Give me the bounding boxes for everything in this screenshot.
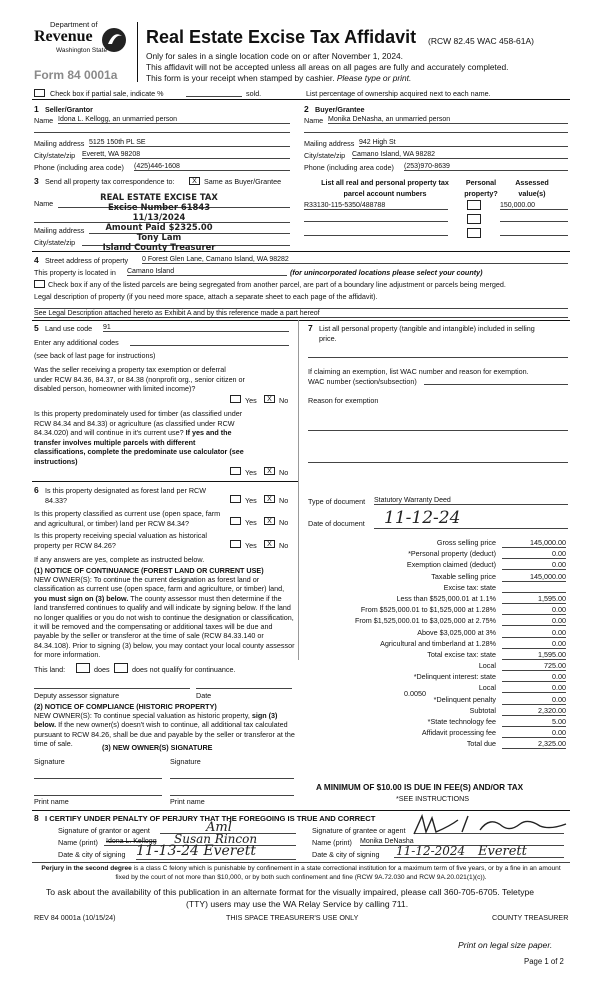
calc-row-value[interactable]: 1,595.00	[502, 594, 566, 604]
buyer-heading: Buyer/Grantee	[315, 105, 365, 114]
header-line3	[146, 73, 411, 83]
segregated-checkbox[interactable]	[34, 280, 45, 288]
wac-field[interactable]	[424, 384, 568, 385]
forest-yes-checkbox[interactable]	[230, 495, 241, 503]
does-not-checkbox[interactable]	[114, 663, 128, 673]
wac-label: WAC number (section/subsection)	[308, 377, 417, 386]
calc-row	[304, 560, 570, 571]
revenue-logo-icon	[100, 26, 128, 54]
sold-label: sold.	[246, 89, 262, 98]
calc-row	[304, 706, 570, 717]
calc-row-label: *Delinquent penalty	[433, 694, 496, 704]
notice1-title: (1) NOTICE OF CONTINUANCE (FOREST LAND OR CURRENT USE)	[34, 566, 264, 575]
calc-row-label: Agricultural and timberland at 1.28%	[380, 638, 496, 648]
notice2-text: NEW OWNER(S): To continue special valuation as historic property,	[34, 711, 250, 720]
personal-property-header: Personal property?	[464, 178, 498, 198]
local-rate: 0.0050	[404, 689, 426, 698]
notice1-bold: you must sign on (3) below.	[34, 593, 129, 603]
dept-revenue: Revenue	[34, 28, 93, 45]
land-use-field[interactable]: 91	[103, 324, 289, 332]
grantee-signature-label: Signature of grantee or agent	[312, 826, 406, 835]
seller-name-field[interactable]: Idona L. Kellogg, an unmarried person	[58, 116, 290, 124]
segregated-label: Check box if any of the listed parcels are being segregated from another parcel, are part of a boundary line adjustment or parcels being merged.	[48, 280, 506, 289]
calc-row	[304, 695, 570, 706]
calc-row-value[interactable]: 0.00	[502, 549, 566, 559]
calc-row-label: From $1,525,000.01 to $3,025,000 at 2.75%	[354, 616, 496, 626]
calc-row-label: Affidavit processing fee	[421, 728, 496, 738]
doc-type-label: Type of document	[308, 497, 366, 506]
doc-date-field[interactable]: 11-12-24	[374, 508, 568, 529]
header-divider	[137, 22, 138, 82]
calc-row-label: Local	[478, 661, 496, 671]
calc-row-label: From $525,000.01 to $1,525,000 at 1.28%	[360, 605, 496, 615]
signature-label: Signature	[34, 757, 65, 766]
calc-row	[304, 650, 570, 661]
calc-row	[304, 683, 570, 694]
stamp-line: 11/13/2024	[132, 212, 186, 222]
calc-row	[304, 661, 570, 672]
correspondence-mailing-label: Mailing address	[34, 226, 85, 235]
field-line	[304, 132, 568, 133]
section6-number: 6	[34, 485, 39, 495]
print-name-label: Print name	[34, 797, 69, 806]
does-checkbox[interactable]	[76, 663, 90, 673]
personal-property-checkbox[interactable]	[467, 214, 481, 224]
header-line3-italic: Please type or print.	[336, 73, 412, 83]
grantor-name-handwritten: Susan Rincon	[174, 832, 258, 846]
seller-heading: Seller/Grantor	[45, 105, 93, 114]
calc-row-label: Exemption claimed (deduct)	[406, 560, 496, 570]
seller-city-label: City/state/zip	[34, 151, 76, 160]
buyer-city-field[interactable]: Camano Island, WA 98282	[352, 151, 568, 159]
calc-row-label: *State technology fee	[427, 717, 496, 726]
section7-number: 7	[308, 323, 313, 333]
field-line	[34, 308, 568, 309]
doc-date-label: Date of document	[308, 519, 365, 528]
buyer-city-label: City/state/zip	[304, 151, 346, 160]
stamp-line: Excise Number 61843	[107, 202, 211, 212]
minimum-fee-note: A MINIMUM OF $10.00 IS DUE IN FEE(S) AND/OR TAX	[316, 783, 524, 792]
new-owner-signature-heading: (3) NEW OWNER(S) SIGNATURE	[102, 743, 213, 752]
divider	[32, 320, 570, 321]
stamp-line: Tony Lam	[136, 232, 182, 242]
buyer-phone-label: Phone (including area code)	[304, 163, 394, 172]
stamp-line: REAL ESTATE EXCISE TAX	[100, 192, 218, 202]
parcel-field[interactable]	[304, 221, 448, 222]
ownership-note: List percentage of ownership acquired next to each name.	[306, 89, 491, 98]
forest-land-question: Is this property designated as forest land per RCW 84.33?	[45, 486, 206, 505]
correspondence-city-label: City/state/zip	[34, 238, 76, 247]
timber-question-text: Is this property predominately used for timber (as classified under RCW 84.34 and 84.33) or agriculture (as classified under RCW 84.34.020) and will continue in it's current use?	[34, 409, 243, 438]
timber-question-bold: If yes and the transfer involves multiple parcels with different classifications, complete the predominate use calculator (see instructions)	[34, 428, 244, 466]
does-label: does	[94, 665, 110, 674]
dept-state: Washington State	[56, 47, 108, 54]
yes-label: Yes	[245, 518, 257, 527]
personal-property-list-label: List all personal property (tangible and intangible) included in selling price.	[319, 324, 535, 343]
field-line	[34, 688, 190, 689]
parcel-field[interactable]: R33130-115-5350/488788	[304, 202, 448, 210]
calc-row-label: *Delinquent interest: state	[413, 672, 496, 682]
timber-question	[34, 409, 246, 467]
yes-label: Yes	[245, 468, 257, 477]
parcel-field[interactable]	[304, 235, 448, 236]
grantor-signature-label: Signature of grantor or agent	[58, 826, 150, 835]
form-title: Real Estate Excise Tax Affidavit	[146, 27, 417, 47]
alternate-format-line1: To ask about the availability of this publication in an alternate format for the visually impaired, please call 360-705-6705. Teletype	[46, 887, 535, 897]
calc-row-value[interactable]: 725.00	[502, 661, 566, 671]
form-title-ref: (RCW 82.45 WAC 458-61A)	[428, 36, 534, 46]
located-label: This property is located in	[34, 268, 116, 277]
calc-row-label: Total due	[466, 739, 496, 749]
land-use-label: Land use code	[45, 324, 93, 333]
assessed-value-header: Assessed value(s)	[515, 178, 549, 198]
street-label: Street address of property	[45, 256, 129, 265]
if-any-note: If any answers are yes, complete as instructed below.	[34, 555, 205, 564]
partial-sale-checkbox[interactable]	[34, 89, 45, 97]
grantee-date-handwritten: 11-12-2024	[396, 844, 466, 858]
form-id: Form 84 0001a	[34, 68, 118, 82]
assessed-value-field[interactable]: 150,000.00	[500, 202, 568, 210]
does-not-label: does not qualify for continuance.	[132, 665, 236, 674]
calc-table	[304, 538, 570, 751]
county-treasurer-label: COUNTY TREASURER	[492, 913, 569, 922]
calc-row	[304, 672, 570, 683]
legal-size-note: Print on legal size paper.	[458, 940, 553, 950]
see-back-note: (see back of last page for instructions)	[34, 351, 156, 360]
signature-line	[170, 778, 294, 779]
no-label: No	[279, 468, 289, 477]
signature-label: Signature	[170, 757, 201, 766]
calc-row-value[interactable]: 145,000.00	[502, 572, 566, 582]
calc-row-value[interactable]: 1,595.00	[502, 650, 566, 660]
this-land-label: This land:	[34, 665, 66, 674]
legal-description-field[interactable]: See Legal Description attached hereto as Exhibit A and by this reference made a part hereof	[34, 310, 568, 318]
calc-row	[304, 717, 570, 728]
stamp-line: Island County Treasurer	[102, 242, 216, 252]
calc-row	[304, 594, 570, 605]
grantee-name-label: Name (print)	[312, 838, 352, 847]
dept-line1: Department of	[50, 20, 98, 29]
field-line	[196, 688, 292, 689]
grantor-name-printed: Idona L. Kellogg	[106, 838, 157, 845]
column-divider	[298, 320, 299, 660]
grantee-signature-mark	[410, 812, 570, 838]
calc-row	[304, 572, 570, 583]
calc-row-value[interactable]: 0.00	[502, 616, 566, 626]
grantee-name-field[interactable]: Monika DeNasha	[360, 838, 564, 846]
calc-row	[304, 583, 570, 594]
print-name-label: Print name	[170, 797, 205, 806]
calc-row-label: Local	[478, 683, 496, 693]
exemption-yes-checkbox[interactable]	[230, 395, 241, 403]
forest-no-checkbox[interactable]: X	[264, 495, 275, 503]
field-line	[34, 132, 290, 133]
exemption-question: Was the seller receiving a property tax exemption or deferral under RCW 84.36, 84.37, or 84.38 (nonprofit org., senior citizen or disabled person, homeowner with limited income)?	[34, 365, 245, 394]
grantee-city-handwritten: Everett	[478, 844, 527, 859]
located-note: (for unincorporated locations please select your county)	[290, 268, 483, 277]
exemption-no-checkbox[interactable]: X	[264, 395, 275, 403]
deputy-date-label: Date	[196, 691, 212, 700]
calc-row-label: Taxable selling price	[431, 571, 496, 581]
calc-row	[304, 605, 570, 616]
divider	[32, 862, 570, 863]
perjury-bold: Perjury in the second degree	[41, 865, 132, 872]
certify-statement: I CERTIFY UNDER PENALTY OF PERJURY THAT THE FOREGOING IS TRUE AND CORRECT	[45, 814, 376, 823]
calc-row-label: Total excise tax: state	[427, 649, 496, 659]
calc-row-value[interactable]: 145,000.00	[502, 538, 566, 548]
notice2-title: (2) NOTICE OF COMPLIANCE (HISTORIC PROPERTY)	[34, 702, 217, 711]
timber-no-checkbox[interactable]: X	[264, 467, 275, 475]
divider	[32, 99, 570, 100]
section3-number: 3	[34, 176, 39, 186]
historic-yes-checkbox[interactable]	[230, 540, 241, 548]
calc-row-label: Less than $525,000.01 at 1.1%	[396, 593, 496, 603]
calc-row-label: Above $3,025,000 at 3%	[417, 627, 496, 637]
calc-row-label: *Personal property (deduct)	[408, 549, 496, 559]
calc-row-value[interactable]: 0.00	[502, 628, 566, 638]
section5-number: 5	[34, 323, 39, 333]
deputy-signature-label: Deputy assessor signature	[34, 691, 120, 700]
legal-description-label: Legal description of property (if you need more space, attach a separate sheet to each page of the affidavit).	[34, 292, 378, 301]
calc-row	[304, 728, 570, 739]
calc-row-value[interactable]	[502, 583, 566, 593]
located-field[interactable]: Camano Island	[127, 268, 287, 276]
notice1-body	[34, 575, 296, 660]
buyer-mailing-field[interactable]: 942 High St	[359, 139, 568, 147]
divider	[32, 481, 298, 482]
calc-row-value[interactable]: 2,325.00	[502, 739, 566, 749]
print-name-line	[34, 795, 162, 796]
section8-number: 8	[34, 813, 39, 823]
notice1-text: NEW OWNER(S): To continue the current designation as forest land or classification as current use (open space, farm and agriculture, or timber) land,	[34, 575, 285, 594]
calc-row-value[interactable]: 0.00	[502, 728, 566, 738]
yes-label: Yes	[245, 541, 257, 550]
doc-type-field[interactable]: Statutory Warranty Deed	[374, 497, 568, 505]
same-as-buyer-label: Same as Buyer/Grantee	[204, 177, 282, 186]
calc-row	[304, 616, 570, 627]
treasurer-use-note: THIS SPACE TREASURER'S USE ONLY	[226, 913, 359, 922]
historic-no-checkbox[interactable]: X	[264, 540, 275, 548]
divider	[32, 810, 570, 811]
field-line	[308, 357, 568, 358]
seller-mailing-label: Mailing address	[34, 139, 85, 148]
yes-label: Yes	[245, 396, 257, 405]
no-label: No	[279, 396, 289, 405]
calc-row-value[interactable]: 0.00	[502, 605, 566, 615]
additional-codes-field[interactable]	[130, 345, 289, 346]
calc-row-label: Excise tax: state	[443, 582, 496, 592]
buyer-mailing-label: Mailing address	[304, 139, 355, 148]
partial-sale-pct-field[interactable]	[186, 96, 242, 97]
personal-property-checkbox[interactable]	[467, 228, 481, 238]
additional-codes-label: Enter any additional codes	[34, 338, 119, 347]
reason-exemption-label: Reason for exemption	[308, 396, 379, 405]
stamp-line: Amount Paid $2325.00	[105, 222, 213, 232]
assessed-value-field[interactable]	[500, 221, 568, 222]
send-correspondence-label: Send all property tax correspondence to:	[45, 177, 175, 186]
seller-phone-label: Phone (including area code)	[34, 163, 124, 172]
revision-code: REV 84 0001a (10/15/24)	[34, 913, 116, 922]
same-as-buyer-checkbox[interactable]: X	[189, 177, 200, 185]
treasurer-stamp	[84, 192, 234, 252]
personal-property-checkbox[interactable]	[467, 200, 481, 210]
buyer-name-field[interactable]: Monika DeNasha, an unmarried person	[328, 116, 568, 124]
grantee-date-label: Date & city of signing	[312, 850, 380, 859]
field-line	[308, 462, 568, 463]
divider	[32, 251, 570, 252]
correspondence-name-label: Name	[34, 199, 54, 208]
perjury-text: is a class C felony which is punishable by confinement in a state correctional institution for a maximum term of five years, or by a fine in an amount fixed by the court of not more than $10,000, or by both such confinement and fine (RCW 9A.72.030 and RCW 9A.20.021(1)(c)).	[115, 865, 561, 881]
calc-row-value[interactable]: 0.00	[502, 560, 566, 570]
calc-row-value[interactable]: 2,320.00	[502, 706, 566, 716]
buyer-name-label: Name	[304, 116, 324, 125]
header-line1: Only for sales in a single location code on or after November 1, 2024.	[146, 51, 403, 61]
street-field[interactable]: 0 Forest Glen Lane, Camano Island, WA 98282	[142, 256, 568, 264]
no-label: No	[279, 518, 289, 527]
calc-row	[304, 639, 570, 650]
calc-row	[304, 628, 570, 639]
alternate-format-line2: (TTY) users may use the WA Relay Service by calling 711.	[186, 899, 409, 909]
calc-row-value[interactable]: 0.00	[502, 683, 566, 693]
section1-number: 1	[34, 104, 39, 114]
notice2-text: If the new owner(s) doesn't wish to continue, all additional tax calculated pursuant to RCW 84.26, shall be due and payable by the seller or transferor at the time of sale.	[34, 720, 295, 749]
page-number: Page 1 of 2	[524, 957, 564, 966]
calc-row	[304, 538, 570, 549]
grantor-date-field[interactable]: 11-13-24 Everett	[136, 843, 296, 860]
signature-line	[34, 778, 162, 779]
historic-question: Is this property receiving special valuation as historical property per RCW 84.26?	[34, 531, 207, 550]
section4-number: 4	[34, 255, 39, 265]
calc-row-value[interactable]: 0.00	[502, 695, 566, 705]
calc-row-value[interactable]: 5.00	[502, 717, 566, 727]
notice2-bold: sign (3) below.	[34, 711, 278, 730]
calc-row-value[interactable]: 0.00	[502, 639, 566, 649]
current-use-question: Is this property classified as current use (open space, farm and agricultural, or timber) land per RCW 84.34?	[34, 509, 221, 528]
yes-label: Yes	[245, 496, 257, 505]
calc-row-label: Gross selling price	[436, 538, 496, 547]
grantor-date-label: Date & city of signing	[58, 850, 126, 859]
no-label: No	[279, 541, 289, 550]
field-line	[308, 430, 568, 431]
claim-exemption-label: If claiming an exemption, list WAC number and reason for exemption.	[308, 367, 529, 376]
perjury-notice	[36, 865, 566, 883]
calc-row-value[interactable]: 0.00	[502, 672, 566, 682]
current-use-yes-checkbox[interactable]	[230, 517, 241, 525]
see-instructions-note: *SEE INSTRUCTIONS	[396, 794, 470, 803]
grantor-signature-mark: Aml	[206, 820, 232, 835]
current-use-no-checkbox[interactable]: X	[264, 517, 275, 525]
seller-city-field[interactable]: Everett, WA 98208	[82, 151, 290, 159]
header-line2: This affidavit will not be accepted unless all areas on all pages are fully and accurately completed.	[146, 62, 509, 72]
calc-row-label: Subtotal	[469, 705, 496, 715]
buyer-phone-field[interactable]: (253)970-8639	[404, 163, 568, 171]
header-line3-text: This form is your receipt when stamped by cashier.	[146, 73, 335, 83]
print-name-line	[170, 795, 294, 796]
notice1-text: The county assessor must then determine if the land transferred continues to qualify and will indicate by signing below. If the land no longer qualifies or you do not wish to continue the designation or classification, it will be removed and the compensating or additional taxes will be due and payable by the seller or transferor at the time of sale (RCW 84.33.140 or 84.34.108). Prior to signing (3) below, you may contact your local county assessor for more information.	[34, 593, 295, 660]
seller-mailing-field[interactable]: 5125 150th PL SE	[89, 139, 290, 147]
calc-row	[304, 549, 570, 560]
seller-phone-field[interactable]: (425)446-1608	[134, 163, 290, 171]
parcel-header: List all real and personal property tax parcel account numbers	[321, 178, 449, 198]
assessed-value-field[interactable]	[500, 235, 568, 236]
partial-sale-label: Check box if partial sale, indicate %	[50, 89, 164, 98]
section2-number: 2	[304, 104, 309, 114]
grantor-name-label: Name (print)	[58, 838, 98, 847]
seller-name-label: Name	[34, 116, 54, 125]
no-label: No	[279, 496, 289, 505]
timber-yes-checkbox[interactable]	[230, 467, 241, 475]
calc-row	[304, 739, 570, 750]
